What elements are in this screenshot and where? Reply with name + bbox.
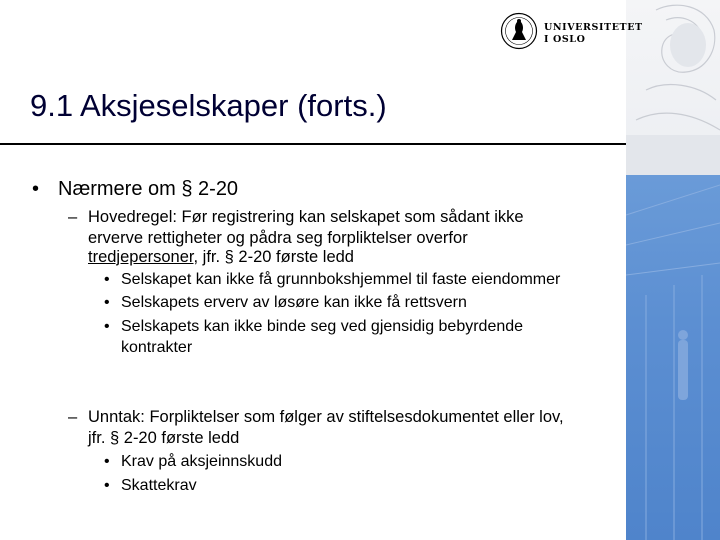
slide-title: 9.1 Aksjeselskaper (forts.) [30, 88, 387, 123]
subitem-text-line: erverve rettigheter og pådra seg forpliktelser overfor [88, 229, 468, 247]
point-text: Krav på aksjeinnskudd [121, 453, 282, 470]
point-text: Selskapets erverv av løsøre kan ikke få rettsvern [121, 294, 467, 311]
point-text: kontrakter [121, 339, 193, 356]
bullet-marker: • [32, 178, 40, 200]
subitem-text-line: Hovedregel: Før registrering kan selskapet som sådant ikke [88, 208, 524, 226]
point-text: Selskapet kan ikke få grunnbokshjemmel til faste eiendommer [121, 271, 561, 288]
logo-text-line1: UNIVERSITETET [544, 22, 643, 33]
underlined-term: tredjepersoner [88, 248, 194, 266]
point-marker: • [104, 477, 110, 494]
point-marker: • [104, 271, 110, 288]
subitem-marker: – [68, 208, 78, 226]
subitem-text-line: jfr. § 2-20 første ledd [88, 429, 240, 447]
decorative-strip-bottom [626, 175, 720, 540]
subitem-text-line [88, 248, 354, 267]
subitem-text-line: Unntak: Forpliktelser som følger av stiftelsesdokumentet eller lov, [88, 408, 564, 426]
subitem-text-tail: , jfr. § 2-20 første ledd [193, 248, 354, 266]
point-text: Skattekrav [121, 477, 197, 494]
point-marker: • [104, 453, 110, 470]
point-text: Selskapets kan ikke binde seg ved gjensidig bebyrdende [121, 318, 524, 335]
university-logo [500, 12, 643, 50]
bullet-text: Nærmere om § 2-20 [58, 178, 239, 200]
point-marker: • [104, 318, 110, 335]
subitem-marker: – [68, 408, 78, 426]
building-silhouette-image [626, 175, 720, 540]
university-seal-icon [500, 12, 538, 50]
logo-text-line2: I OSLO [544, 34, 586, 45]
point-marker: • [104, 294, 110, 311]
title-divider [0, 143, 626, 145]
